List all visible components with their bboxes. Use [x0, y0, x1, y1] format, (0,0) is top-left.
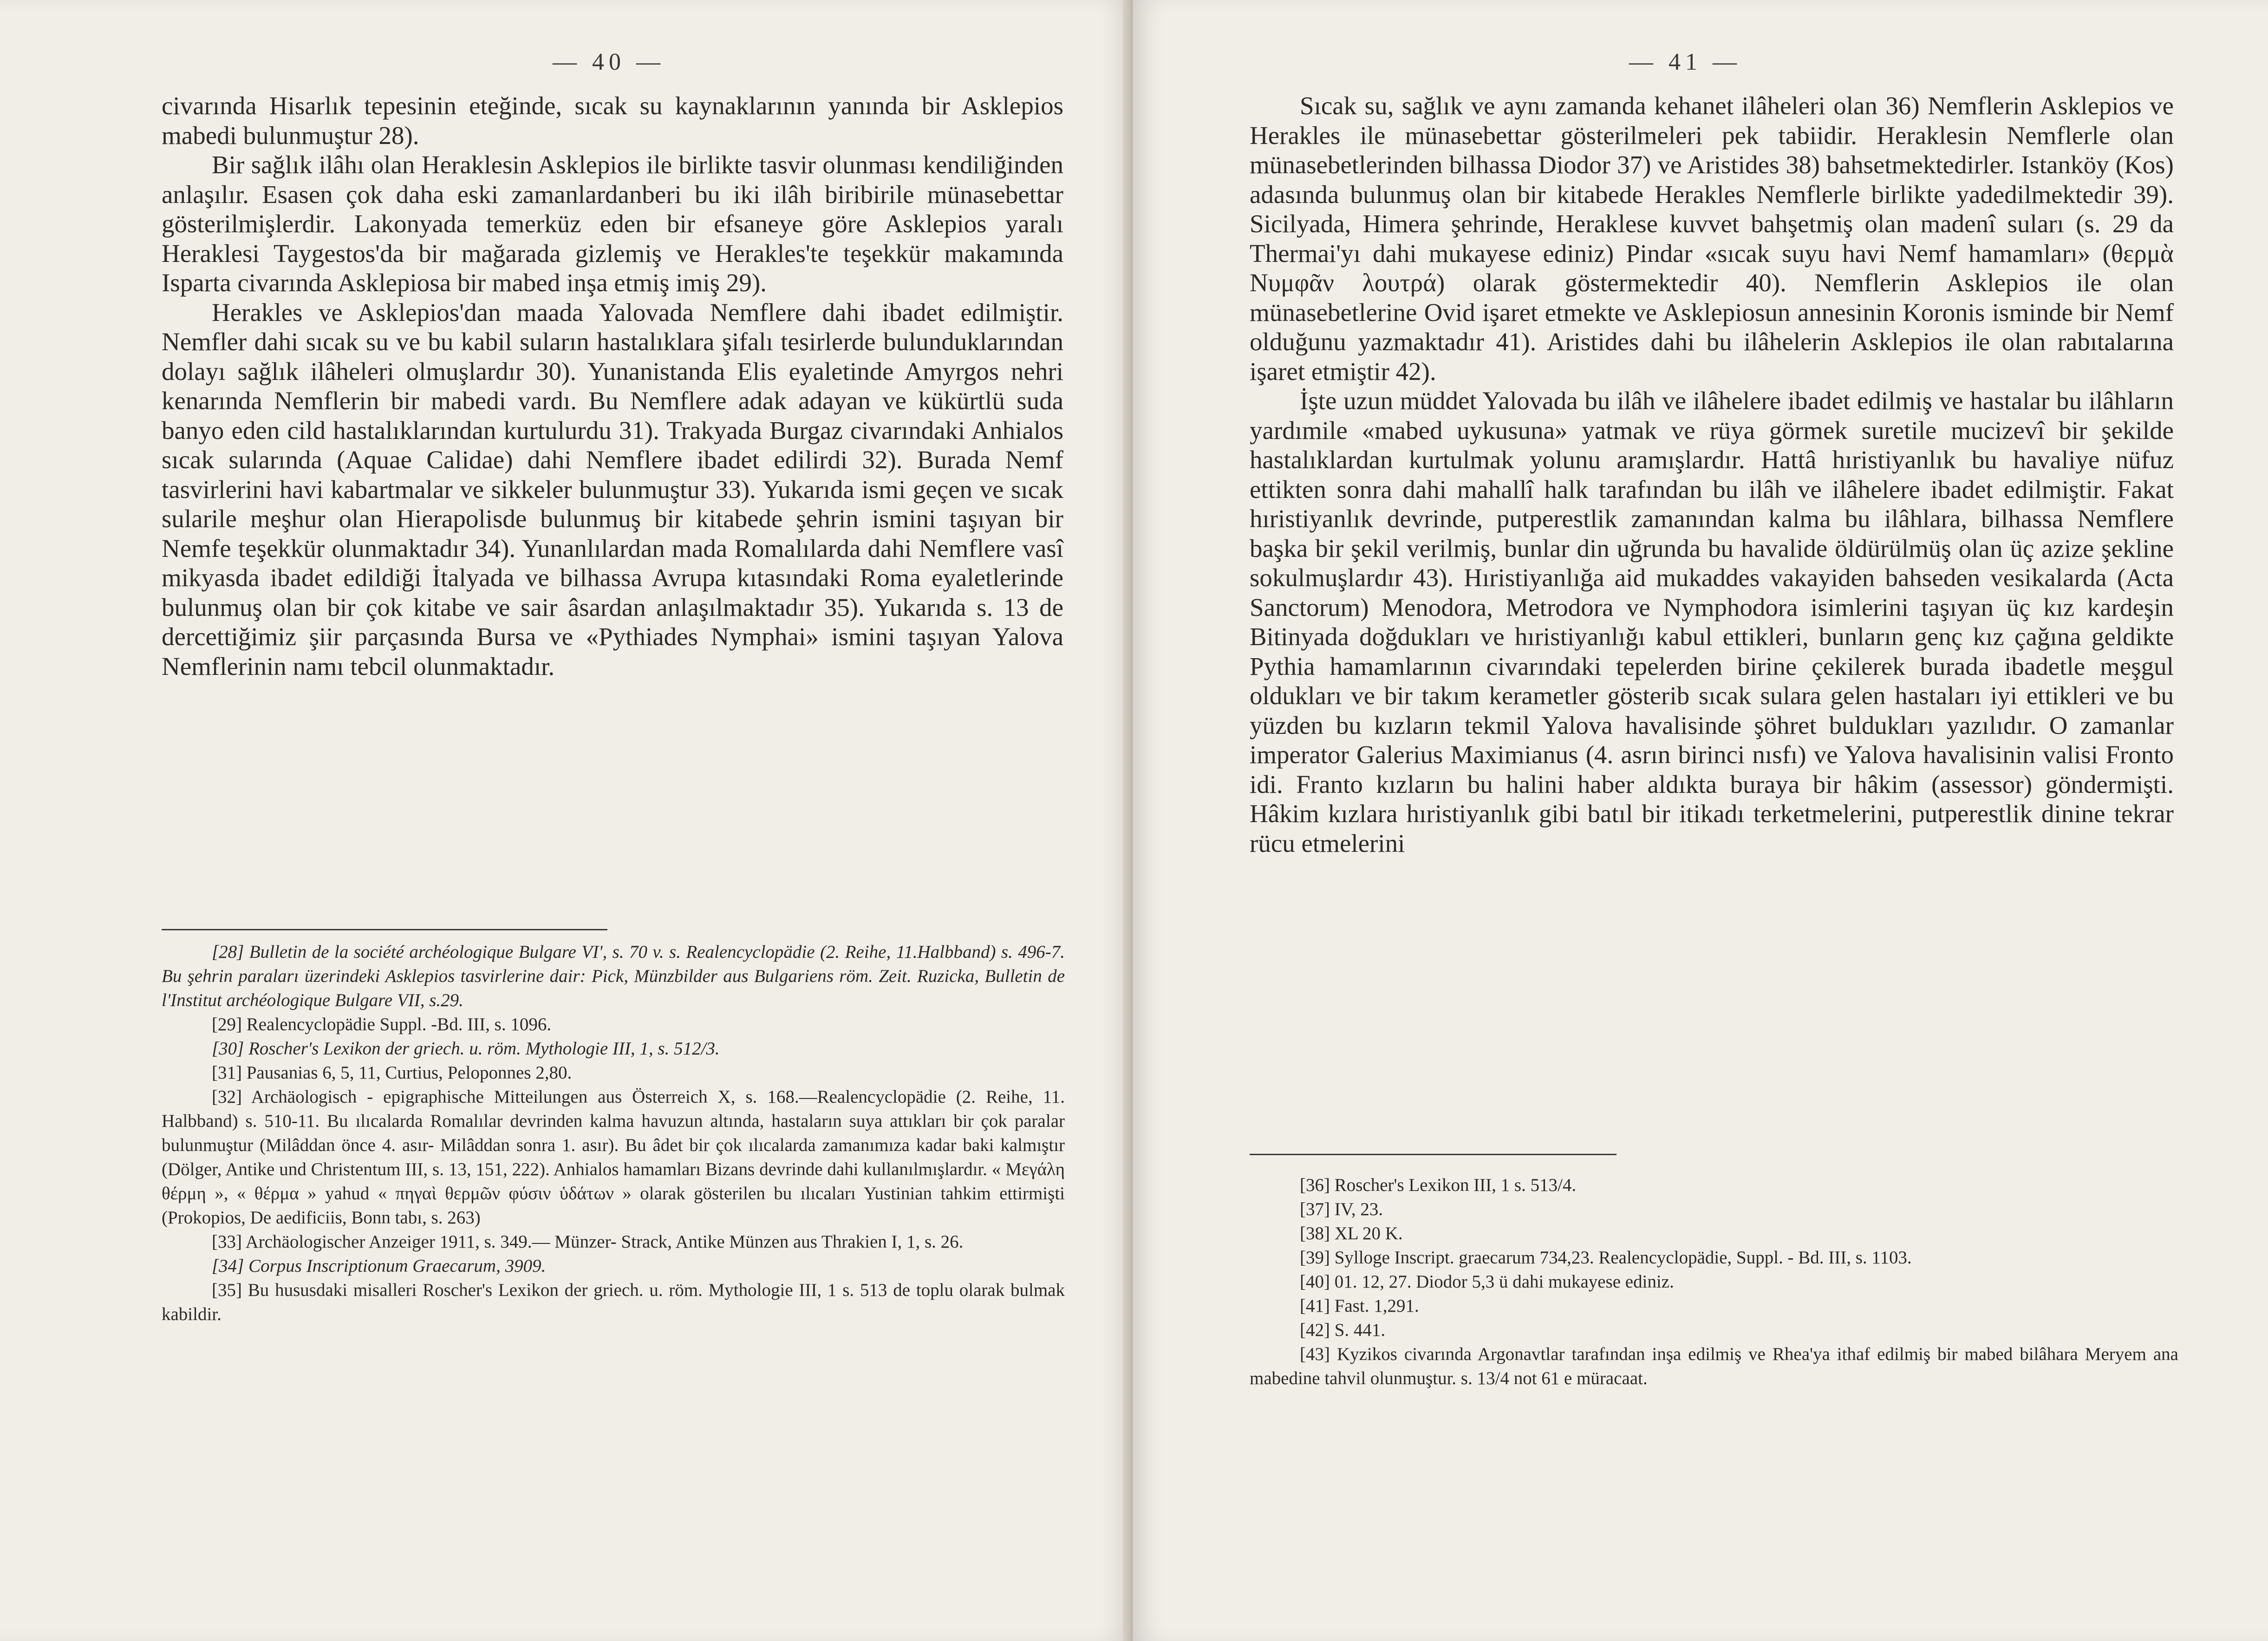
- paragraph: civarında Hisarlık tepesinin eteğinde, sıcak su kaynaklarının yanında bir Asklepios mabedi bulunmuştur 28).: [162, 92, 1063, 150]
- paragraph: İşte uzun müddet Yalovada bu ilâh ve ilâhelere ibadet edilmiş ve hastalar bu ilâhların yardımile «mabed uykusuna» yatmak ve rüya görmek suretile mucizevî bir şekilde hastalıklardan kurtulmak yolunu aramışlardır. Hattâ hıristiyanlık bu havaliye nüfuz ettikten sonra dahi mahallî halk tarafından bu ilâh ve ilâhelere ibadet edilmiştir. Fakat hıristiyanlık devrinde, putperestlik zamanından kalma bu ilâhlara, bilhassa Nemflere başka bir şekil verilmiş, bunlar din uğrunda bu havalide öldürülmüş olan üç azize şekline sokulmuşlardır 43). Hıristiyanlığa aid mukaddes vakayiden bahseden vesikalarda (Acta Sanctorum) Menodora, Metrodora ve Nymphodora isimlerini taşıyan üç kız kardeşin Bitinyada doğdukları ve hıristiyanlığı kabul ettikleri, bunların genç kız çağına geldikte Pythia hamamlarının civarındaki tepelerden birine çekilerek burada ibadetle meşgul oldukları ve bir takım kerametler gösterib sıcak sulara gelen hastaları iyi ettikleri ve bu yüzden bu kızların tekmil Yalova havalisinde şöhret buldukları yazılıdır. O zamanlar imperator Galerius Maximianus (4. asrın birinci nısfı) ve Yalova havalisinin valisi Fronto idi. Franto kızların bu halini haber aldıkta buraya bir hâkim (assessor) göndermişti. Hâkim kızlara hıristiyanlık gibi batıl bir itikadı terketmelerini, putperestlik dinine tekrar rücu etmelerini: [1250, 386, 2174, 857]
- page-number: — 40 —: [553, 49, 665, 75]
- footnote: [38] XL 20 K.: [1300, 1223, 1403, 1243]
- footnotes: [162, 940, 1065, 1327]
- footnote: [36] Roscher's Lexikon III, 1 s. 513/4.: [1300, 1175, 1577, 1195]
- body-text: [1250, 91, 2174, 858]
- footnote: [32] Archäologisch - epigraphische Mitteilungen aus Österreich X, s. 168.—Realencyclopädie (2. Reihe, 11. Halbband) s. 510-11. Bu ılıcalarda Romalılar devrinden kalma havuzun altında, hastaların suya attıkları bir çok paralar bulunmuştur (Milâddan önce 4. asır- Milâddan sonra 1. asır). Bu âdet bir çok ılıcalarda zamanımıza kadar baki kalmıştır (Dölger, Antike und Christentum III, s. 13, 151, 222). Anhialos hamamları Bizans devrinde dahi kullanılmışlardır. « Μεγάλη θέρμη », « θέρμα » yahud « πηγαὶ θερμῶν φύσιν ὑδάτων » olarak gösterilen bu ılıcaları Yustinian tahkim ettirmişti (Prokopios, De aedificiis, Bonn tabı, s. 263): [162, 1087, 1065, 1228]
- body-text: [162, 91, 1063, 681]
- footnote: [29] Realencyclopädie Suppl. -Bd. III, s. 1096.: [212, 1014, 552, 1034]
- footnote: [33] Archäologischer Anzeiger 1911, s. 349.— Münzer- Strack, Antike Münzen aus Thrakien I, 1, s. 26.: [212, 1232, 964, 1252]
- page-number: — 41 —: [1629, 49, 1741, 75]
- footnote: [30] Roscher's Lexikon der griech. u. röm. Mythologie III, 1, s. 512/3.: [212, 1039, 720, 1059]
- paragraph: Bir sağlık ilâhı olan Heraklesin Asklepios ile birlikte tasvir olunması kendiliğinden anlaşılır. Esasen çok daha eski zamanlardanberi bu iki ilâh biribirile münasebettar gösterilmişlerdir. Lakonyada temerküz eden bir efsaneye göre Asklepios yaralı Heraklesi Taygestos'da bir mağarada gizlemiş ve Herakles'te teşekkür makamında Isparta civarında Asklepiosa bir mabed inşa etmiş imiş 29).: [162, 150, 1063, 297]
- footnote: [40] 01. 12, 27. Diodor 5,3 ü dahi mukayese ediniz.: [1300, 1272, 1674, 1292]
- footnote: [37] IV, 23.: [1300, 1199, 1383, 1219]
- right-page: [1133, 0, 2268, 1641]
- paragraph: Sıcak su, sağlık ve aynı zamanda kehanet ilâheleri olan 36) Nemflerin Asklepios ve Herakles ile münasebettar gösterilmeleri pek tabiidir. Heraklesin Nemflerle olan münasebetlerinden bilhassa Diodor 37) ve Aristides 38) bahsetmektedirler. Istanköy (Kos) adasında bulunmuş olan bir kitabede Herakles Nemflerle birlikte yadedilmektedir 39). Sicilyada, Himera şehrinde, Heraklese kuvvet bahşetmiş olan madenî suları (s. 29 da Thermai'yı dahi mukayese ediniz) Pindar «sıcak suyu havi Nemf hamamları» (θερμὰ Νυμφᾶν λουτρά) olarak göstermektedir 40). Nemflerin Asklepios ile olan münasebetlerine Ovid işaret etmekte ve Asklepiosun annesinin Koronis isminde bir Nemf olduğunu yazmaktadır 41). Aristides dahi bu ilâhelerin Asklepios ile olan rabıtalarına işaret etmiştir 42).: [1250, 92, 2174, 386]
- footnote: [35] Bu hususdaki misalleri Roscher's Lexikon der griech. u. röm. Mythologie III, 1 s. 513 de toplu olarak bulmak kabildir.: [162, 1280, 1065, 1324]
- footnote: [28] Bulletin de la société archéologique Bulgare VI', s. 70 v. s. Realencyclopädie (2. Reihe, 11.Halbband) s. 496-7. Bu şehrin paraları üzerindeki Asklepios tasvirlerine dair: Pick, Münzbilder aus Bulgariens röm. Zeit. Ruzicka, Bulletin de l'Institut archéologique Bulgare VII, s.29.: [162, 942, 1065, 1010]
- footnote: [31] Pausanias 6, 5, 11, Curtius, Peloponnes 2,80.: [212, 1063, 572, 1083]
- footnote: [43] Kyzikos civarında Argonavtlar tarafından inşa edilmiş ve Rhea'ya ithaf edilmiş bir mabed bilâhara Meryem ana mabedine tahvil olunmuştur. s. 13/4 not 61 e müracaat.: [1250, 1344, 2178, 1388]
- footnote-rule: [162, 929, 607, 930]
- footnote-rule: [1250, 1154, 1616, 1155]
- footnote: [39] Sylloge Inscript. graecarum 734,23. Realencyclopädie, Suppl. - Bd. III, s. 1103.: [1300, 1248, 1912, 1268]
- footnotes: [1250, 1173, 2178, 1391]
- footnote: [34] Corpus Inscriptionum Graecarum, 3909.: [212, 1256, 546, 1276]
- left-page: [0, 0, 1131, 1641]
- footnote: [41] Fast. 1,291.: [1300, 1296, 1419, 1316]
- paragraph: Herakles ve Asklepios'dan maada Yalovada Nemflere dahi ibadet edilmiştir. Nemfler dahi sıcak su ve bu kabil suların hastalıklara şifalı tesirlerde bulunduklarından dolayı sağlık ilâheleri olmuşlardır 30). Yunanistanda Elis eyaletinde Amyrgos nehri kenarında Nemflerin bir mabedi vardı. Bu Nemflere adak adayan ve kükürtlü suda banyo eden cild hastalıklarından kurtulurdu 31). Trakyada Burgaz civarındaki Anhialos sıcak sularında (Aquae Calidae) dahi Nemflere ibadet edilirdi 32). Burada Nemf tasvirlerini havi kabartmalar ve sikkeler bulunmuştur 33). Yukarıda ismi geçen ve sıcak sularile meşhur olan Hierapolisde bulunmuş bir kitabede şehrin ismini taşıyan bir Nemfe teşekkür olunmaktadır 34). Yunanlılardan mada Romalılarda dahi Nemflere vasî mikyasda ibadet edildiği İtalyada ve bilhassa Avrupa kıtasındaki Roma eyaletlerinde bulunmuş olan bir çok kitabe ve sair âsardan anlaşılmaktadır 35). Yukarıda s. 13 de dercettiğimiz şiir parçasında Bursa ve «Pythiades Nymphai» ismini taşıyan Yalova Nemflerinin namı tebcil olunmaktadır.: [162, 298, 1063, 680]
- footnote: [42] S. 441.: [1300, 1320, 1386, 1340]
